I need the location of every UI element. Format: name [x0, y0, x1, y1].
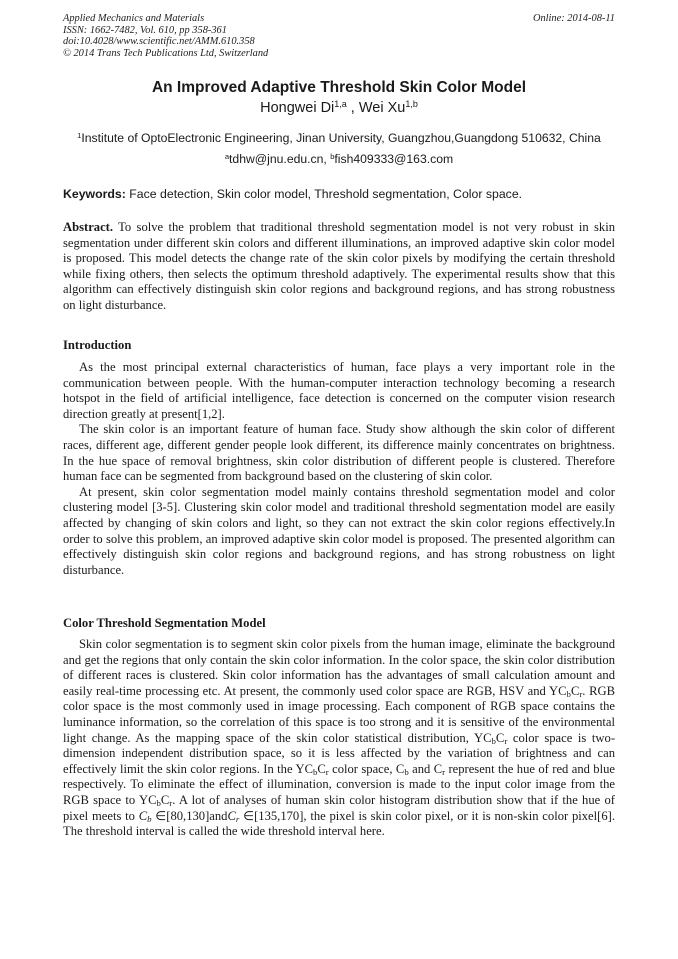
intro-paragraph-2: The skin color is an important feature of human face. Study show although the skin color of different races, different age, different gender people look different, its difference mainly concentrates on brightness. In the hue space of removal brightness, skin color distribution of different people is clustered. Therefore human face can be segmented from background based on the clustering of skin color.: [63, 422, 615, 484]
section-color-threshold-body: [63, 637, 615, 840]
copyright-line: © 2014 Trans Tech Publications Ltd, Switzerland: [63, 47, 269, 59]
affiliation: [0, 131, 678, 145]
keywords-text: Face detection, Skin color model, Threshold segmentation, Color space.: [125, 187, 523, 201]
affiliation-sup: 1: [77, 130, 82, 140]
intro-paragraph-1: As the most principal external characteristics of human, face plays a very important role in the communication between people. With the human-computer interaction technology becoming a research hotspot in the field of artificial intelligence, face detection is concerned on the computer vision research direction greatly at present[1,2].: [63, 360, 615, 421]
author-1-sup: 1,a: [334, 99, 347, 110]
keywords: [63, 187, 623, 201]
author-1: Hongwei Di: [260, 100, 335, 116]
email-b-sup: b: [330, 151, 335, 161]
abstract-text: To solve the problem that traditional threshold segmentation model is not very robust in skin segmentation under different skin colors and different illuminations, an improved adaptive skin color model is proposed. This model detects the change rate of the skin color pixels by modifying the certain threshold while fixing others, then selects the optimum threshold adaptively. The experimental results show that this algorithm can effectively distinguish skin color regions and background regions, and has strong robustness on light disturbance.: [63, 220, 615, 312]
section-heading-color-threshold: Color Threshold Segmentation Model: [63, 616, 266, 630]
email-a-sup: a: [224, 151, 230, 161]
issn-line: ISSN: 1662-7482, Vol. 610, pp 358-361: [63, 24, 227, 36]
email-a: tdhw@jnu.edu.cn,: [229, 152, 331, 166]
author-separator: ,: [346, 100, 359, 116]
color-threshold-paragraph: Skin color segmentation is to segment skin color pixels from the human image, eliminate the background and get the regions that only contain the skin color information. In the color space, the skin color distribution of different races is clustered. Skin color information has the advantages of small calculation amount and easily real-time processing etc. At present, the commonly used color space are RGB, HSV and $YC_bC_r$. RGB color space is the most commonly used in image processing. Each component of RGB space contains the luminance information, so the correlation of this space is too strong and it is sensitive of the environmental light change. As the mapping space of the skin color statistical distribution, $YC_bC_r$ color space is two-dimension independent distribution space, so it is less affected by the variation of brightness and can effectively limit the skin color regions. In the $YC_bC_r$ color space, $C_b$ and $C_r$ represent the hue of red and blue respectively. To eliminate the effect of illumination, conversion is made to the input color image from the RGB space to $YC_bC_r$. A lot of analyses of human skin color histogram distribution show that if the hue of pixel meets to $C_b$ ∈[80,130]andC$_r$ ∈[135,170], the pixel is skin color pixel, or it is non-skin color pixel[6]. The threshold interval is called the wide threshold interval here.: [63, 637, 616, 839]
journal-name: Applied Mechanics and Materials: [63, 13, 205, 24]
abstract: [63, 220, 615, 314]
email-b: fish409333@163.com: [334, 152, 454, 166]
online-date: Online: 2014-08-11: [532, 13, 615, 24]
abstract-label: Abstract.: [63, 220, 114, 234]
author-2-sup: 1,b: [405, 99, 418, 110]
introduction-heading: Introduction: [63, 338, 132, 352]
journal-header: [63, 13, 615, 59]
paper-title: An Improved Adaptive Threshold Skin Color Model: [151, 79, 527, 96]
affiliation-text: Institute of OptoElectronic Engineering, Jinan University, Guangzhou,Guangdong 510632, China: [81, 131, 601, 145]
author-line: [0, 100, 678, 116]
doi-line: doi:10.4028/www.scientific.net/AMM.610.358: [63, 36, 255, 48]
keywords-label: Keywords:: [63, 187, 126, 201]
author-2: Wei Xu: [358, 100, 406, 116]
intro-paragraph-3: At present, skin color segmentation model mainly contains threshold segmentation model and color clustering model [3-5]. Clustering skin color model and traditional threshold segmentation model are easily affected by changing of skin colors and light, so they can not extract the skin color regions effectively.In order to solve this problem, an improved adaptive skin color model is proposed. The presented algorithm can effectively distinguish skin color regions and background regions, and has strong robustness on light disturbance.: [63, 484, 615, 577]
threshold-formula: $C_b$ ∈[80,130]andC$_r$ ∈[135,170]: [138, 808, 304, 824]
emails: [0, 152, 678, 166]
introduction-body: [63, 360, 615, 578]
